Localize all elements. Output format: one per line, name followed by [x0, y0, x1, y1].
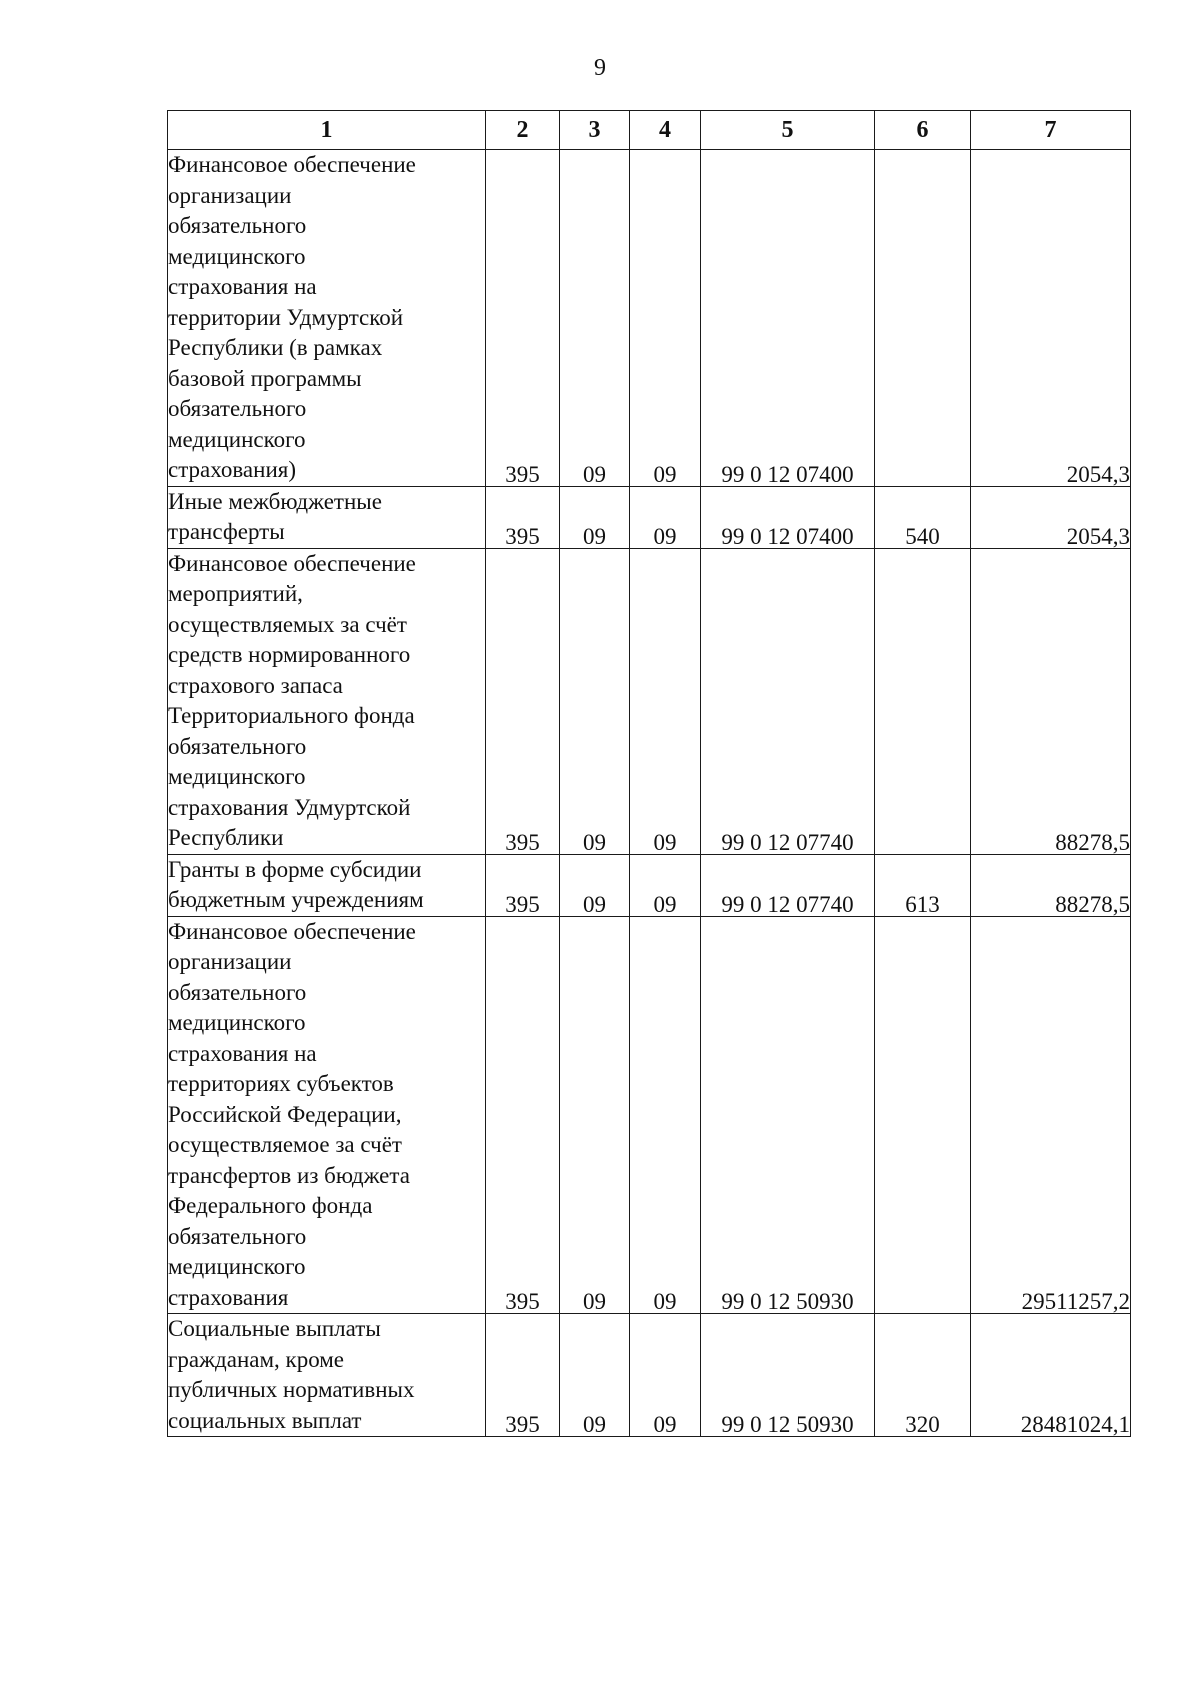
column-header-7: 7 — [971, 111, 1131, 150]
column-header-5: 5 — [701, 111, 875, 150]
expense-type-value: 540 — [905, 523, 940, 549]
target-article-cell — [701, 1314, 875, 1437]
expense-name-line: Федерального фонда — [168, 1193, 373, 1218]
rzd-code-cell — [486, 916, 560, 1314]
expense-name-cell — [168, 486, 486, 548]
target-article-cell — [701, 486, 875, 548]
section-value: 09 — [583, 523, 606, 549]
expense-name-line: Финансовое обеспечение — [168, 918, 416, 944]
expense-type-cell — [875, 916, 971, 1314]
expense-name-line: бюджетным учреждениям — [168, 887, 424, 912]
subsection-value: 09 — [653, 829, 677, 855]
expense-name-line: обязательного — [168, 1223, 307, 1249]
rzd-code-cell — [486, 486, 560, 548]
table-row — [168, 548, 1131, 854]
amount-cell — [971, 854, 1131, 916]
column-header-2: 2 — [486, 111, 560, 150]
expense-name-line: медицинского — [168, 243, 306, 269]
expense-name-line: Гранты в форме субсидии — [168, 856, 422, 882]
expense-type-value: 613 — [905, 891, 940, 917]
amount-cell — [971, 1314, 1131, 1437]
expense-name-line: страхового запаса — [168, 672, 343, 698]
table-header-row — [168, 111, 1131, 150]
expense-type-cell — [875, 1314, 971, 1437]
expense-name-line: Республики (в рамках — [168, 335, 383, 360]
expense-name-line: страхования на — [168, 274, 317, 299]
expense-name-line: страхования на — [168, 1040, 317, 1066]
expense-name-line: медицинского — [168, 426, 306, 452]
subsection-value: 09 — [653, 1412, 677, 1437]
expense-type-cell — [875, 486, 971, 548]
target-article-value: 99 0 12 07400 — [721, 461, 854, 487]
target-article-cell — [701, 150, 875, 487]
expense-name-line: медицинского — [168, 764, 306, 789]
expense-name-line: страхования Удмуртской — [168, 794, 411, 820]
amount-value: 28481024,1 — [1020, 1412, 1130, 1437]
rzd-code-value: 395 — [505, 523, 540, 549]
subsection-cell — [630, 486, 701, 548]
column-header-4: 4 — [630, 111, 701, 150]
section-cell — [560, 486, 630, 548]
subsection-value: 09 — [653, 523, 677, 549]
expense-name-line: Республики — [168, 825, 284, 850]
section-cell — [560, 150, 630, 487]
table-row — [168, 916, 1131, 1314]
subsection-value: 09 — [653, 461, 677, 487]
rzd-code-value: 395 — [505, 1412, 540, 1437]
rzd-code-value: 395 — [505, 461, 540, 487]
expense-name-line: организации — [168, 949, 292, 974]
column-header-3: 3 — [560, 111, 630, 150]
amount-value: 29511257,2 — [1021, 1289, 1130, 1314]
expense-name-line: обязательного — [168, 733, 307, 759]
section-cell — [560, 548, 630, 854]
section-cell — [560, 854, 630, 916]
column-header-1: 1 — [168, 111, 486, 150]
subsection-cell — [630, 854, 701, 916]
expense-name-line: осуществляемых за счёт — [168, 611, 407, 637]
expense-name-line: социальных выплат — [168, 1407, 362, 1433]
rzd-code-value: 395 — [505, 891, 540, 917]
expense-name-line: средств нормированного — [168, 642, 411, 667]
expense-name-cell — [168, 150, 486, 487]
expense-name-cell — [168, 1314, 486, 1437]
expense-name-line: обязательного — [168, 396, 307, 421]
target-article-cell — [701, 916, 875, 1314]
table-row — [168, 1314, 1131, 1437]
expense-name-line: Российской Федерации, — [168, 1101, 402, 1127]
expense-name-line: обязательного — [168, 213, 307, 238]
amount-value: 2054,3 — [1066, 523, 1130, 549]
expense-type-cell — [875, 150, 971, 487]
table-row — [168, 150, 1131, 487]
subsection-value: 09 — [653, 891, 677, 917]
target-article-value: 99 0 12 50930 — [721, 1412, 854, 1437]
budget-table — [167, 110, 1131, 1437]
expense-name-line: организации — [168, 182, 292, 208]
expense-name-line: территориях субъектов — [168, 1071, 394, 1096]
section-value: 09 — [583, 1412, 606, 1437]
rzd-code-cell — [486, 1314, 560, 1437]
expense-type-value: 320 — [905, 1412, 940, 1437]
subsection-cell — [630, 916, 701, 1314]
target-article-cell — [701, 854, 875, 916]
target-article-cell — [701, 548, 875, 854]
expense-name-line: публичных нормативных — [168, 1377, 415, 1402]
target-article-value: 99 0 12 07740 — [721, 891, 854, 917]
subsection-cell — [630, 150, 701, 487]
rzd-code-cell — [486, 150, 560, 487]
section-cell — [560, 1314, 630, 1437]
amount-cell — [971, 548, 1131, 854]
expense-name-line: Финансовое обеспечение — [168, 152, 416, 177]
table-row — [168, 486, 1131, 548]
subsection-cell — [630, 548, 701, 854]
amount-value: 88278,5 — [1055, 891, 1130, 917]
expense-name-line: гражданам, кроме — [168, 1346, 345, 1372]
amount-cell — [971, 486, 1131, 548]
expense-name-line: осуществляемое за счёт — [168, 1132, 402, 1157]
rzd-code-cell — [486, 854, 560, 916]
expense-name-line: медицинского — [168, 1010, 306, 1035]
section-value: 09 — [583, 461, 606, 487]
expense-name-line: трансфертов из бюджета — [168, 1162, 410, 1188]
expense-name-line: медицинского — [168, 1254, 306, 1279]
expense-type-cell — [875, 854, 971, 916]
section-value: 09 — [583, 1289, 606, 1314]
amount-cell — [971, 916, 1131, 1314]
target-article-value: 99 0 12 07400 — [721, 523, 854, 549]
expense-name-line: обязательного — [168, 979, 307, 1005]
expense-name-cell — [168, 548, 486, 854]
expense-name-line: мероприятий, — [168, 581, 303, 606]
amount-cell — [971, 150, 1131, 487]
section-cell — [560, 916, 630, 1314]
rzd-code-cell — [486, 548, 560, 854]
table-body — [168, 150, 1131, 1437]
rzd-code-value: 395 — [505, 1289, 540, 1314]
target-article-value: 99 0 12 50930 — [721, 1289, 854, 1314]
amount-value: 88278,5 — [1055, 829, 1130, 855]
expense-name-line: территории Удмуртской — [168, 304, 404, 330]
page-number: 9 — [594, 55, 606, 81]
expense-name-cell — [168, 854, 486, 916]
expense-name-line: трансферты — [168, 519, 285, 544]
subsection-cell — [630, 1314, 701, 1437]
expense-name-line: Иные межбюджетные — [168, 488, 382, 514]
expense-type-cell — [875, 548, 971, 854]
column-header-6: 6 — [875, 111, 971, 150]
subsection-value: 09 — [653, 1289, 677, 1314]
target-article-value: 99 0 12 07740 — [721, 829, 854, 855]
table-row — [168, 854, 1131, 916]
expense-name-line: Территориального фонда — [168, 703, 415, 728]
expense-name-line: Финансовое обеспечение — [168, 550, 416, 576]
expense-name-line: базовой программы — [168, 365, 362, 391]
expense-name-line: страхования — [168, 1284, 289, 1310]
expense-name-line: страхования) — [168, 457, 296, 482]
amount-value: 2054,3 — [1066, 461, 1130, 487]
rzd-code-value: 395 — [505, 829, 540, 855]
section-value: 09 — [583, 891, 606, 917]
expense-name-cell — [168, 916, 486, 1314]
expense-name-line: Социальные выплаты — [168, 1316, 381, 1341]
section-value: 09 — [583, 829, 606, 855]
